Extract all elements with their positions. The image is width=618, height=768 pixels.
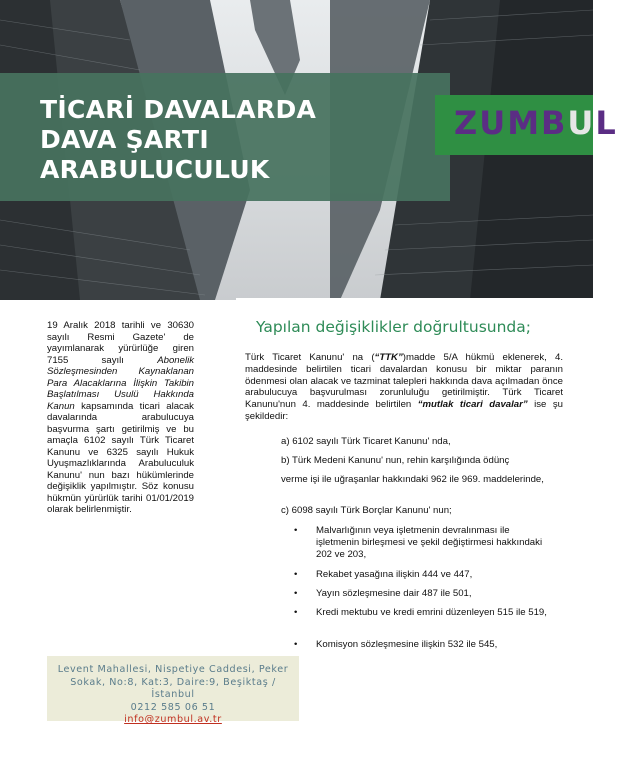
intro-column <box>47 320 194 516</box>
intro-text-rest: kapsamında ticari alacak davalarında arabulucuya başvurma şartı getirilmiş ve bu amaçla 6102 sayılı Türk Ticaret Kanunu ve 6325 sayılı Hukuk Uyuşmazlıklarında Arabuluculuk Kanunu' nun bazı hükümlerinde değişiklik yapılmıştır. Söz konusu hükmün yürürlük tarihi 01/01/2019 olarak belirlenmiştir. <box>47 400 194 515</box>
list-item <box>294 607 548 619</box>
bullet-icon: • <box>294 639 298 650</box>
bullet-text: Rekabet yasağına ilişkin 444 ve 447, <box>316 569 473 580</box>
logo-letter: Z <box>454 104 480 142</box>
item-b-cont: verme işi ile uğraşanlar hakkındaki 962 ile 969. maddelerinde, <box>281 474 544 485</box>
phone-number: 0212 585 06 51 <box>130 701 216 713</box>
body-paragraph <box>245 352 563 423</box>
bullet-icon: • <box>294 588 298 599</box>
list-item <box>294 525 548 560</box>
item-b: b) Türk Medeni Kanunu' nun, rehin karşılığında ödünç <box>281 455 510 466</box>
logo-letters: UMB <box>479 104 568 142</box>
law-name: Abonelik Sözleşmesinden Kaynaklanan Para Alacaklarına İlişkin Takibin Başlatılması Usulü Hakkında Kanun <box>47 354 195 412</box>
address-line-1: Levent Mahallesi, Nispetiye Caddesi, Peker <box>57 664 289 675</box>
bullet-icon: • <box>294 569 298 580</box>
bullet-icon: • <box>294 607 298 618</box>
logo-letter: L <box>595 104 618 142</box>
page-title <box>40 95 316 185</box>
intro-paragraph <box>47 320 194 516</box>
address-line-2: Sokak, No:8, Kat:3, Daire:9, Beşiktaş / İstanbul <box>70 676 276 701</box>
bullet-icon: • <box>294 525 298 536</box>
title-line-2: DAVA ŞARTI <box>40 125 209 154</box>
logo <box>454 104 618 142</box>
body-text-b: )madde 5/A hükmü eklenerek, 4. maddesinde belirtilen ticari davalardan konusu bir miktar paranın ödenmesi olan alacak ve tazminat talepleri hakkında dava açılmadan önce arabulucuya başvurulması zorunluluğu getirilmiştir. Türk Ticaret Kanunu'nun 4. maddesinde belirtilen <box>245 352 563 411</box>
bullet-text: Malvarlığının veya işletmenin devralınması ile işletmenin birleşmesi ve şekil değiştirmesi hakkındaki 202 ve 203, <box>316 525 543 560</box>
body-text-c: ise şu şekildedir: <box>245 399 563 422</box>
ttk-abbr: “TTK” <box>374 352 403 363</box>
bullet-text: Komisyon sözleşmesine ilişkin 532 ile 545, <box>316 639 498 650</box>
title-line-1: TİCARİ DAVALARDA <box>40 95 317 124</box>
item-a: a) 6102 sayılı Türk Ticaret Kanunu' nda, <box>281 436 451 447</box>
body-text <box>245 352 563 423</box>
bullet-text: Yayın sözleşmesine dair 487 ile 501, <box>316 588 472 599</box>
mutlak-term: “mutlak ticari davalar” <box>417 399 528 411</box>
list-item <box>294 639 548 651</box>
section-heading: Yapılan değişiklikler doğrultusunda; <box>256 318 531 336</box>
item-c: c) 6098 sayılı Türk Borçlar Kanunu' nun; <box>281 505 452 516</box>
list-item <box>294 569 548 581</box>
title-line-3: ARABULUCULUK <box>40 155 270 184</box>
intro-text: 19 Aralık 2018 tarihli ve 30630 sayılı Resmi Gazete' de yayımlanarak yürürlüğe giren 7155 sayılı <box>47 320 194 366</box>
email-link[interactable]: info@zumbul.av.tr <box>124 714 222 726</box>
contact-info <box>47 664 299 727</box>
list-item <box>294 588 548 600</box>
logo-letter-u: U <box>567 104 596 142</box>
bullet-text: Kredi mektubu ve kredi emrini düzenleyen 515 ile 519, <box>316 607 547 618</box>
body-text-a: Türk Ticaret Kanunu' na ( <box>245 352 375 363</box>
